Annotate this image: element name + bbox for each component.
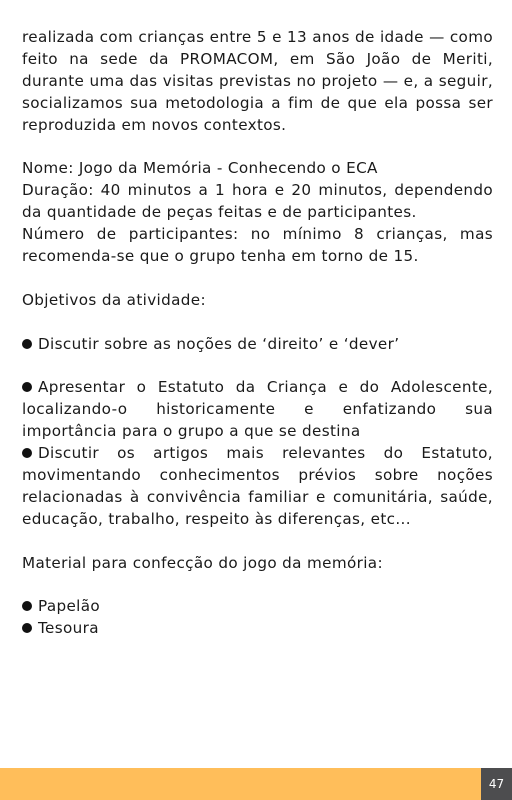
spacer	[22, 531, 493, 553]
spacer	[22, 356, 493, 378]
objectives-heading: Objetivos da atividade:	[22, 290, 206, 309]
objective-text: Discutir os artigos mais relevantes do Estatuto, movimentando conhecimentos prévios sobre noções relacionadas à convivência familiar e comunitária, saúde, educação, trabalho, respeito às diferenças, etc...	[22, 444, 493, 528]
activity-participants: Número de participantes: no mínimo 8 crianças, mas recomenda-se que o grupo tenha em torno de 15.	[22, 225, 493, 266]
activity-duration: Duração: 40 minutos a 1 hora e 20 minutos, dependendo da quantidade de peças feitas e de participantes.	[22, 181, 493, 222]
spacer	[22, 312, 493, 334]
footer-bar	[0, 768, 481, 800]
material-item	[22, 618, 493, 640]
objective-item	[22, 334, 493, 356]
material-item	[22, 596, 493, 618]
bullet-icon	[22, 339, 32, 349]
spacer	[22, 137, 493, 159]
spacer	[22, 268, 493, 290]
bullet-icon	[22, 448, 32, 458]
activity-name: Nome: Jogo da Memória - Conhecendo o ECA	[22, 159, 378, 178]
bullet-icon	[22, 623, 32, 633]
intro-paragraph: realizada com crianças entre 5 e 13 anos de idade — como feito na sede da PROMACOM, em São João de Meriti, durante uma das visitas previstas no projeto — e, a seguir, socializamos sua metodologia a fim de que ela possa ser reproduzida em novos contextos.	[22, 28, 493, 134]
material-text: Tesoura	[38, 619, 99, 638]
bullet-icon	[22, 601, 32, 611]
bullet-icon	[22, 382, 32, 392]
objective-item	[22, 443, 493, 531]
objective-text: Apresentar o Estatuto da Criança e do Adolescente, localizando-o historicamente e enfatizando sua importância para o grupo a que se destina	[22, 378, 493, 441]
objective-item	[22, 377, 493, 443]
material-heading: Material para confecção do jogo da memória:	[22, 553, 383, 572]
objective-text: Discutir sobre as noções de ‘direito’ e ‘dever’	[38, 334, 400, 353]
material-text: Papelão	[38, 597, 101, 616]
spacer	[22, 575, 493, 597]
page-number: 47	[481, 768, 512, 800]
page-body	[22, 27, 493, 640]
